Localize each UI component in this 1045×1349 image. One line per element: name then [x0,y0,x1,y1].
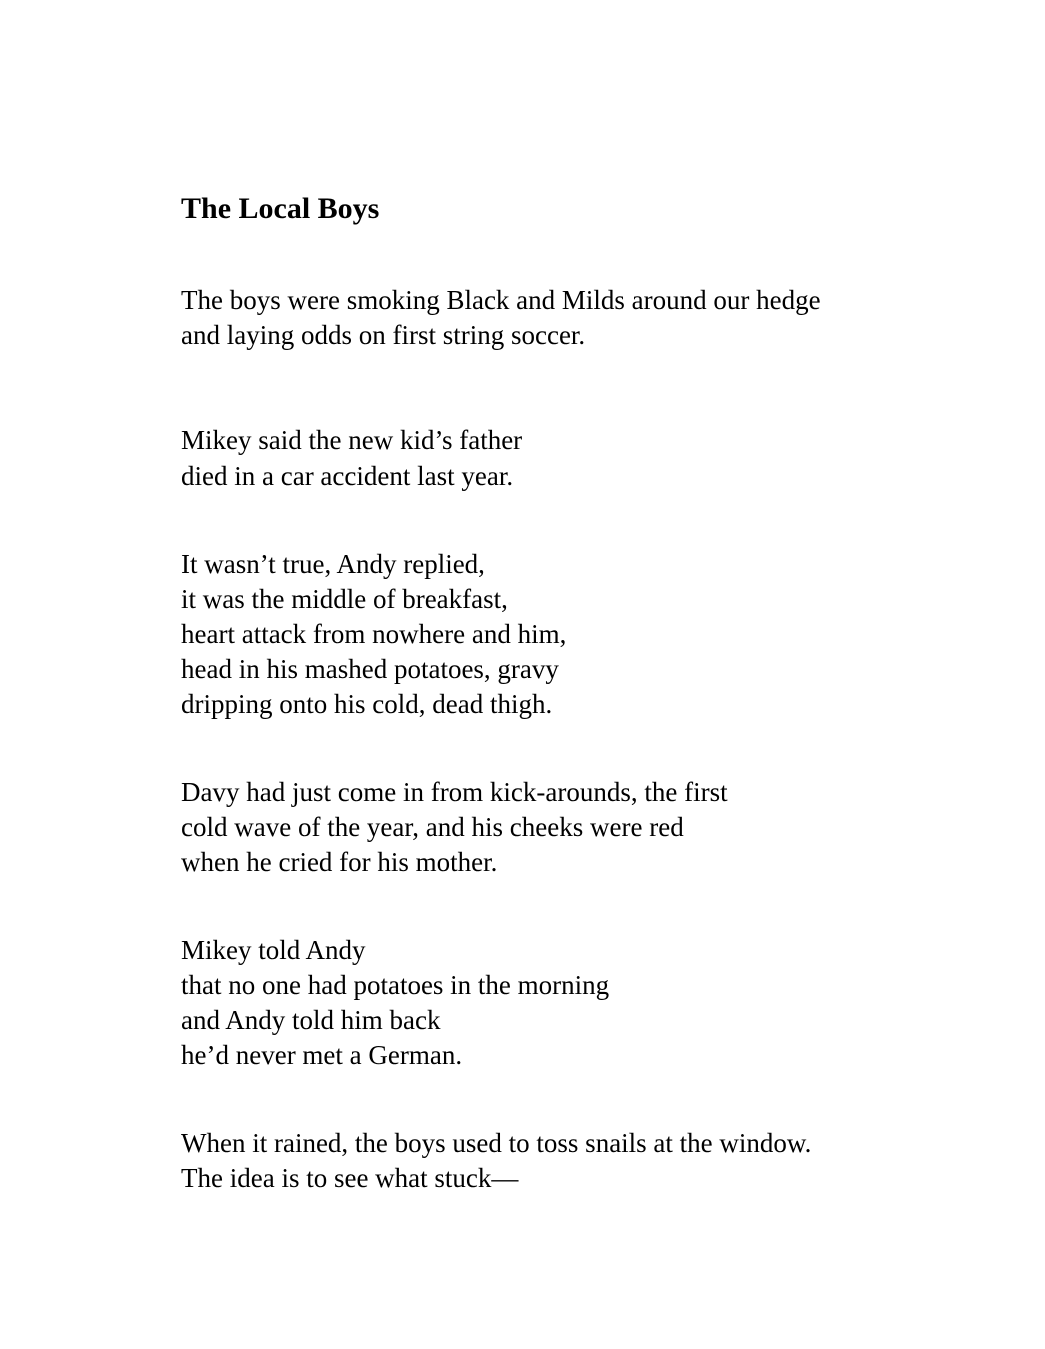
poem-line: when he cried for his mother. [181,847,498,877]
poem-line: cold wave of the year, and his cheeks were red [181,812,684,842]
stanza-5 [181,933,609,1073]
poem-title: The Local Boys [181,192,380,225]
poem-line: it was the middle of breakfast, [181,584,508,614]
poem-line: heart attack from nowhere and him, [181,619,567,649]
poem-line: When it rained, the boys used to toss snails at the window. [181,1128,812,1158]
poem-line: Davy had just come in from kick-arounds, the first [181,777,728,807]
stanza-2 [181,422,522,494]
stanza-3 [181,547,566,722]
poem-line: Mikey told Andy [181,935,366,965]
poem-line: that no one had potatoes in the morning [181,970,610,1000]
poem-line: The boys were smoking Black and Milds around our hedge [181,285,821,315]
poem-line: It wasn’t true, Andy replied, [181,549,485,579]
poem-line: Mikey said the new kid’s father [181,425,523,455]
poem-line: head in his mashed potatoes, gravy [181,654,559,684]
poem-line: and laying odds on first string soccer. [181,320,586,350]
poem-line: he’d never met a German. [181,1040,463,1070]
stanza-4 [181,775,728,880]
stanza-6 [181,1126,811,1196]
poem-line: and Andy told him back [181,1005,441,1035]
poem-line: The idea is to see what stuck— [181,1163,519,1193]
stanza-1 [181,283,821,353]
poem-line: dripping onto his cold, dead thigh. [181,689,553,719]
poem-line: died in a car accident last year. [181,461,514,491]
